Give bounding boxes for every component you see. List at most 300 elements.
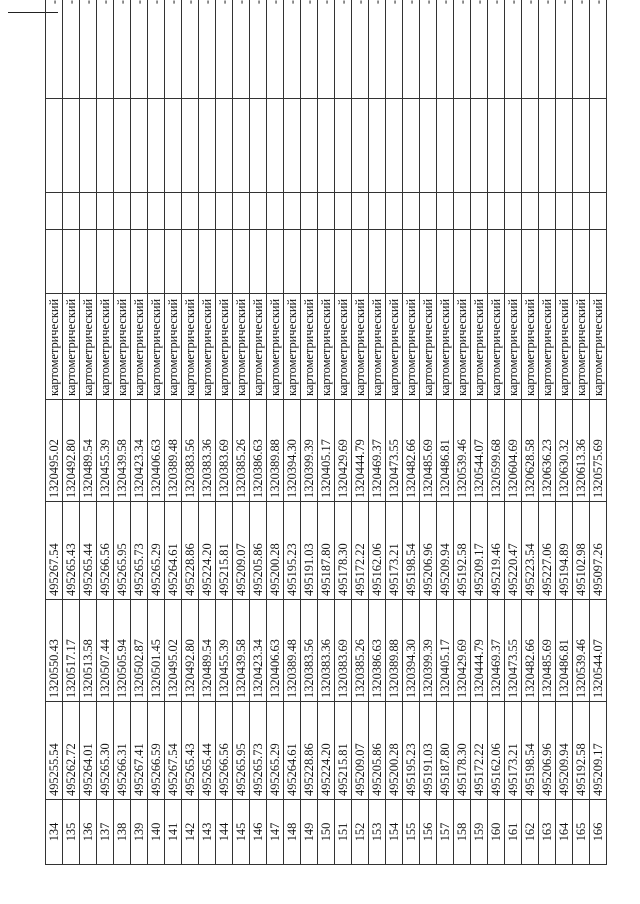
method-cell: картометрический [420, 294, 437, 400]
empty-cell [335, 230, 352, 294]
empty-cell [352, 230, 369, 294]
empty-cell [131, 193, 148, 230]
dash-cell: - [437, 0, 454, 99]
y-coordinate-cell: 1320599.68 [488, 400, 505, 502]
y-coordinate-cell: 1320485.69 [420, 400, 437, 502]
point-number-cell: 152 [352, 800, 369, 865]
y-coordinate-cell: 1320544.07 [590, 600, 607, 702]
x-coordinate-cell: 495192.58 [573, 702, 590, 800]
y-coordinate-cell: 1320502.87 [131, 600, 148, 702]
x-coordinate-cell: 495187.80 [318, 502, 335, 600]
dash-cell: - [199, 0, 216, 99]
method-cell: картометрический [352, 294, 369, 400]
y-coordinate-cell: 1320482.66 [522, 600, 539, 702]
table-row [97, 0, 114, 865]
y-coordinate-cell: 1320473.55 [505, 600, 522, 702]
table-row [131, 0, 148, 865]
empty-cell [454, 193, 471, 230]
table-row [165, 0, 182, 865]
y-coordinate-cell: 1320507.44 [97, 600, 114, 702]
x-coordinate-cell: 495187.80 [437, 702, 454, 800]
y-coordinate-cell: 1320613.36 [573, 400, 590, 502]
empty-cell [199, 99, 216, 193]
empty-cell [488, 230, 505, 294]
method-cell: картометрический [403, 294, 420, 400]
empty-cell [216, 230, 233, 294]
x-coordinate-cell: 495228.86 [182, 502, 199, 600]
table-row [505, 0, 522, 865]
empty-cell [148, 193, 165, 230]
x-coordinate-cell: 495178.30 [454, 702, 471, 800]
y-coordinate-cell: 1320389.88 [267, 400, 284, 502]
empty-cell [318, 230, 335, 294]
dash-cell: - [97, 0, 114, 99]
y-coordinate-cell: 1320539.46 [573, 600, 590, 702]
x-coordinate-cell: 495264.61 [165, 502, 182, 600]
x-coordinate-cell: 495265.30 [97, 702, 114, 800]
empty-cell [216, 193, 233, 230]
empty-cell [250, 230, 267, 294]
dash-cell: - [318, 0, 335, 99]
x-coordinate-cell: 495209.07 [352, 702, 369, 800]
dash-cell: - [131, 0, 148, 99]
empty-cell [114, 193, 131, 230]
y-coordinate-cell: 1320389.48 [284, 600, 301, 702]
method-cell: картометрический [250, 294, 267, 400]
x-coordinate-cell: 495205.86 [250, 502, 267, 600]
empty-cell [97, 99, 114, 193]
x-coordinate-cell: 495264.61 [284, 702, 301, 800]
y-coordinate-cell: 1320439.58 [233, 600, 250, 702]
empty-cell [556, 193, 573, 230]
empty-cell [420, 99, 437, 193]
method-cell: картометрический [556, 294, 573, 400]
dash-cell: - [182, 0, 199, 99]
method-cell: картометрический [284, 294, 301, 400]
table-row [335, 0, 352, 865]
x-coordinate-cell: 495162.06 [369, 502, 386, 600]
dash-cell: - [386, 0, 403, 99]
table-frame [45, 0, 610, 865]
dash-cell: - [471, 0, 488, 99]
dash-cell: - [250, 0, 267, 99]
empty-cell [80, 99, 97, 193]
y-coordinate-cell: 1320473.55 [386, 400, 403, 502]
dash-cell: - [403, 0, 420, 99]
empty-cell [335, 193, 352, 230]
x-coordinate-cell: 495224.20 [199, 502, 216, 600]
empty-cell [590, 230, 607, 294]
empty-cell [403, 230, 420, 294]
empty-cell [233, 230, 250, 294]
empty-cell [284, 99, 301, 193]
rotated-table-container [45, 0, 610, 865]
empty-cell [522, 99, 539, 193]
y-coordinate-cell: 1320501.45 [148, 600, 165, 702]
y-coordinate-cell: 1320405.17 [318, 400, 335, 502]
point-number-cell: 164 [556, 800, 573, 865]
empty-cell [301, 193, 318, 230]
point-number-cell: 146 [250, 800, 267, 865]
method-cell: картометрический [267, 294, 284, 400]
dash-cell: - [216, 0, 233, 99]
table-row [573, 0, 590, 865]
y-coordinate-cell: 1320383.36 [318, 600, 335, 702]
empty-cell [97, 230, 114, 294]
y-coordinate-cell: 1320495.02 [46, 400, 63, 502]
x-coordinate-cell: 495172.22 [352, 502, 369, 600]
y-coordinate-cell: 1320469.37 [488, 600, 505, 702]
empty-cell [114, 99, 131, 193]
empty-cell [437, 193, 454, 230]
y-coordinate-cell: 1320636.23 [539, 400, 556, 502]
x-coordinate-cell: 495265.29 [148, 502, 165, 600]
table-row [148, 0, 165, 865]
empty-cell [573, 230, 590, 294]
table-row [301, 0, 318, 865]
dash-cell: - [454, 0, 471, 99]
x-coordinate-cell: 495162.06 [488, 702, 505, 800]
dash-cell: - [369, 0, 386, 99]
empty-cell [420, 230, 437, 294]
x-coordinate-cell: 495200.28 [386, 702, 403, 800]
empty-cell [250, 99, 267, 193]
point-number-cell: 139 [131, 800, 148, 865]
method-cell: картометрический [437, 294, 454, 400]
method-cell: картометрический [539, 294, 556, 400]
x-coordinate-cell: 495209.17 [471, 502, 488, 600]
x-coordinate-cell: 495178.30 [335, 502, 352, 600]
x-coordinate-cell: 495224.20 [318, 702, 335, 800]
y-coordinate-cell: 1320383.56 [301, 600, 318, 702]
empty-cell [522, 230, 539, 294]
x-coordinate-cell: 495227.06 [539, 502, 556, 600]
x-coordinate-cell: 495220.47 [505, 502, 522, 600]
empty-cell [131, 99, 148, 193]
table-row [284, 0, 301, 865]
empty-cell [573, 99, 590, 193]
table-row [420, 0, 437, 865]
method-cell: картометрический [573, 294, 590, 400]
method-cell: картометрический [488, 294, 505, 400]
empty-cell [165, 230, 182, 294]
y-coordinate-cell: 1320495.02 [165, 600, 182, 702]
empty-cell [284, 193, 301, 230]
table-row [199, 0, 216, 865]
method-cell: картометрический [471, 294, 488, 400]
empty-cell [590, 99, 607, 193]
x-coordinate-cell: 495265.73 [250, 702, 267, 800]
y-coordinate-cell: 1320423.34 [131, 400, 148, 502]
y-coordinate-cell: 1320482.66 [403, 400, 420, 502]
method-cell: картометрический [369, 294, 386, 400]
method-cell: картометрический [80, 294, 97, 400]
coordinates-table-body [46, 0, 607, 865]
x-coordinate-cell: 495266.31 [114, 702, 131, 800]
table-row [250, 0, 267, 865]
empty-cell [233, 99, 250, 193]
empty-cell [505, 99, 522, 193]
empty-cell [165, 99, 182, 193]
method-cell: картометрический [522, 294, 539, 400]
dash-cell: - [301, 0, 318, 99]
point-number-cell: 156 [420, 800, 437, 865]
method-cell: картометрический [386, 294, 403, 400]
x-coordinate-cell: 495215.81 [216, 502, 233, 600]
y-coordinate-cell: 1320492.80 [182, 600, 199, 702]
y-coordinate-cell: 1320406.63 [148, 400, 165, 502]
y-coordinate-cell: 1320399.39 [420, 600, 437, 702]
y-coordinate-cell: 1320604.69 [505, 400, 522, 502]
dash-cell: - [335, 0, 352, 99]
table-row [471, 0, 488, 865]
empty-cell [301, 230, 318, 294]
point-number-cell: 163 [539, 800, 556, 865]
empty-cell [182, 99, 199, 193]
y-coordinate-cell: 1320489.54 [80, 400, 97, 502]
y-coordinate-cell: 1320394.30 [284, 400, 301, 502]
x-coordinate-cell: 495267.41 [131, 702, 148, 800]
table-row [114, 0, 131, 865]
x-coordinate-cell: 495209.07 [233, 502, 250, 600]
method-cell: картометрический [114, 294, 131, 400]
table-row [488, 0, 505, 865]
table-row [369, 0, 386, 865]
method-cell: картометрический [165, 294, 182, 400]
empty-cell [352, 99, 369, 193]
x-coordinate-cell: 495206.96 [420, 502, 437, 600]
method-cell: картометрический [301, 294, 318, 400]
table-row [556, 0, 573, 865]
table-row [539, 0, 556, 865]
x-coordinate-cell: 495265.73 [131, 502, 148, 600]
y-coordinate-cell: 1320489.54 [199, 600, 216, 702]
empty-cell [386, 230, 403, 294]
empty-cell [46, 99, 63, 193]
y-coordinate-cell: 1320505.94 [114, 600, 131, 702]
empty-cell [471, 230, 488, 294]
point-number-cell: 145 [233, 800, 250, 865]
y-coordinate-cell: 1320394.30 [403, 600, 420, 702]
empty-cell [114, 230, 131, 294]
y-coordinate-cell: 1320544.07 [471, 400, 488, 502]
method-cell: картометрический [454, 294, 471, 400]
x-coordinate-cell: 495215.81 [335, 702, 352, 800]
empty-cell [437, 99, 454, 193]
y-coordinate-cell: 1320469.37 [369, 400, 386, 502]
table-row [386, 0, 403, 865]
method-cell: картометрический [46, 294, 63, 400]
x-coordinate-cell: 495265.95 [114, 502, 131, 600]
x-coordinate-cell: 495265.43 [182, 702, 199, 800]
table-row [318, 0, 335, 865]
empty-cell [46, 193, 63, 230]
dash-cell: - [556, 0, 573, 99]
dash-cell: - [539, 0, 556, 99]
x-coordinate-cell: 495265.29 [267, 702, 284, 800]
empty-cell [386, 193, 403, 230]
empty-cell [148, 230, 165, 294]
y-coordinate-cell: 1320423.34 [250, 600, 267, 702]
empty-cell [233, 193, 250, 230]
y-coordinate-cell: 1320486.81 [556, 600, 573, 702]
y-coordinate-cell: 1320550.43 [46, 600, 63, 702]
empty-cell [46, 230, 63, 294]
empty-cell [505, 193, 522, 230]
method-cell: картометрический [590, 294, 607, 400]
table-row [216, 0, 233, 865]
table-row [454, 0, 471, 865]
x-coordinate-cell: 495102.98 [573, 502, 590, 600]
empty-cell [63, 230, 80, 294]
empty-cell [165, 193, 182, 230]
table-row [403, 0, 420, 865]
empty-cell [318, 193, 335, 230]
point-number-cell: 160 [488, 800, 505, 865]
dash-cell: - [420, 0, 437, 99]
empty-cell [437, 230, 454, 294]
x-coordinate-cell: 495228.86 [301, 702, 318, 800]
empty-cell [454, 99, 471, 193]
y-coordinate-cell: 1320492.80 [63, 400, 80, 502]
empty-cell [318, 99, 335, 193]
empty-cell [284, 230, 301, 294]
method-cell: картометрический [505, 294, 522, 400]
method-cell: картометрический [216, 294, 233, 400]
dash-cell: - [46, 0, 63, 99]
empty-cell [63, 99, 80, 193]
y-coordinate-cell: 1320406.63 [267, 600, 284, 702]
table-row [46, 0, 63, 865]
y-coordinate-cell: 1320486.81 [437, 400, 454, 502]
method-cell: картометрический [199, 294, 216, 400]
y-coordinate-cell: 1320389.88 [386, 600, 403, 702]
method-cell: картометрический [97, 294, 114, 400]
dash-cell: - [573, 0, 590, 99]
x-coordinate-cell: 495209.94 [437, 502, 454, 600]
x-coordinate-cell: 495205.86 [369, 702, 386, 800]
empty-cell [369, 193, 386, 230]
table-row [63, 0, 80, 865]
empty-cell [386, 99, 403, 193]
x-coordinate-cell: 495195.23 [284, 502, 301, 600]
empty-cell [454, 230, 471, 294]
y-coordinate-cell: 1320429.69 [335, 400, 352, 502]
x-coordinate-cell: 495219.46 [488, 502, 505, 600]
y-coordinate-cell: 1320455.39 [97, 400, 114, 502]
y-coordinate-cell: 1320389.48 [165, 400, 182, 502]
table-row [522, 0, 539, 865]
method-cell: картометрический [63, 294, 80, 400]
y-coordinate-cell: 1320439.58 [114, 400, 131, 502]
empty-cell [539, 193, 556, 230]
empty-cell [403, 99, 420, 193]
dash-cell: - [505, 0, 522, 99]
empty-cell [182, 230, 199, 294]
empty-cell [97, 193, 114, 230]
dash-cell: - [114, 0, 131, 99]
empty-cell [216, 99, 233, 193]
point-number-cell: 147 [267, 800, 284, 865]
point-number-cell: 165 [573, 800, 590, 865]
y-coordinate-cell: 1320444.79 [352, 400, 369, 502]
empty-cell [131, 230, 148, 294]
coordinates-table [45, 0, 607, 865]
x-coordinate-cell: 495264.01 [80, 702, 97, 800]
x-coordinate-cell: 495173.21 [505, 702, 522, 800]
empty-cell [590, 193, 607, 230]
empty-cell [199, 230, 216, 294]
table-row [80, 0, 97, 865]
empty-cell [369, 230, 386, 294]
y-coordinate-cell: 1320399.39 [301, 400, 318, 502]
empty-cell [403, 193, 420, 230]
point-number-cell: 142 [182, 800, 199, 865]
x-coordinate-cell: 495209.94 [556, 702, 573, 800]
y-coordinate-cell: 1320539.46 [454, 400, 471, 502]
x-coordinate-cell: 495265.44 [80, 502, 97, 600]
y-coordinate-cell: 1320628.58 [522, 400, 539, 502]
y-coordinate-cell: 1320405.17 [437, 600, 454, 702]
empty-cell [369, 99, 386, 193]
point-number-cell: 166 [590, 800, 607, 865]
dash-cell: - [63, 0, 80, 99]
x-coordinate-cell: 495255.54 [46, 702, 63, 800]
x-coordinate-cell: 495198.54 [403, 502, 420, 600]
y-coordinate-cell: 1320386.63 [250, 400, 267, 502]
table-row [182, 0, 199, 865]
empty-cell [301, 99, 318, 193]
empty-cell [522, 193, 539, 230]
point-number-cell: 150 [318, 800, 335, 865]
point-number-cell: 161 [505, 800, 522, 865]
table-row [437, 0, 454, 865]
method-cell: картометрический [318, 294, 335, 400]
empty-cell [182, 193, 199, 230]
y-coordinate-cell: 1320455.39 [216, 600, 233, 702]
empty-cell [148, 99, 165, 193]
x-coordinate-cell: 495266.59 [148, 702, 165, 800]
empty-cell [267, 230, 284, 294]
method-cell: картометрический [182, 294, 199, 400]
method-cell: картометрический [335, 294, 352, 400]
empty-cell [63, 193, 80, 230]
x-coordinate-cell: 495173.21 [386, 502, 403, 600]
table-row [267, 0, 284, 865]
empty-cell [267, 99, 284, 193]
empty-cell [539, 99, 556, 193]
y-coordinate-cell: 1320630.32 [556, 400, 573, 502]
empty-cell [471, 193, 488, 230]
point-number-cell: 154 [386, 800, 403, 865]
x-coordinate-cell: 495265.43 [63, 502, 80, 600]
y-coordinate-cell: 1320485.69 [539, 600, 556, 702]
y-coordinate-cell: 1320575.69 [590, 400, 607, 502]
x-coordinate-cell: 495265.44 [199, 702, 216, 800]
dash-cell: - [148, 0, 165, 99]
empty-cell [488, 99, 505, 193]
point-number-cell: 135 [63, 800, 80, 865]
empty-cell [471, 99, 488, 193]
x-coordinate-cell: 495198.54 [522, 702, 539, 800]
point-number-cell: 162 [522, 800, 539, 865]
empty-cell [199, 193, 216, 230]
empty-cell [539, 230, 556, 294]
point-number-cell: 144 [216, 800, 233, 865]
dash-cell: - [233, 0, 250, 99]
dash-cell: - [488, 0, 505, 99]
method-cell: картометрический [131, 294, 148, 400]
